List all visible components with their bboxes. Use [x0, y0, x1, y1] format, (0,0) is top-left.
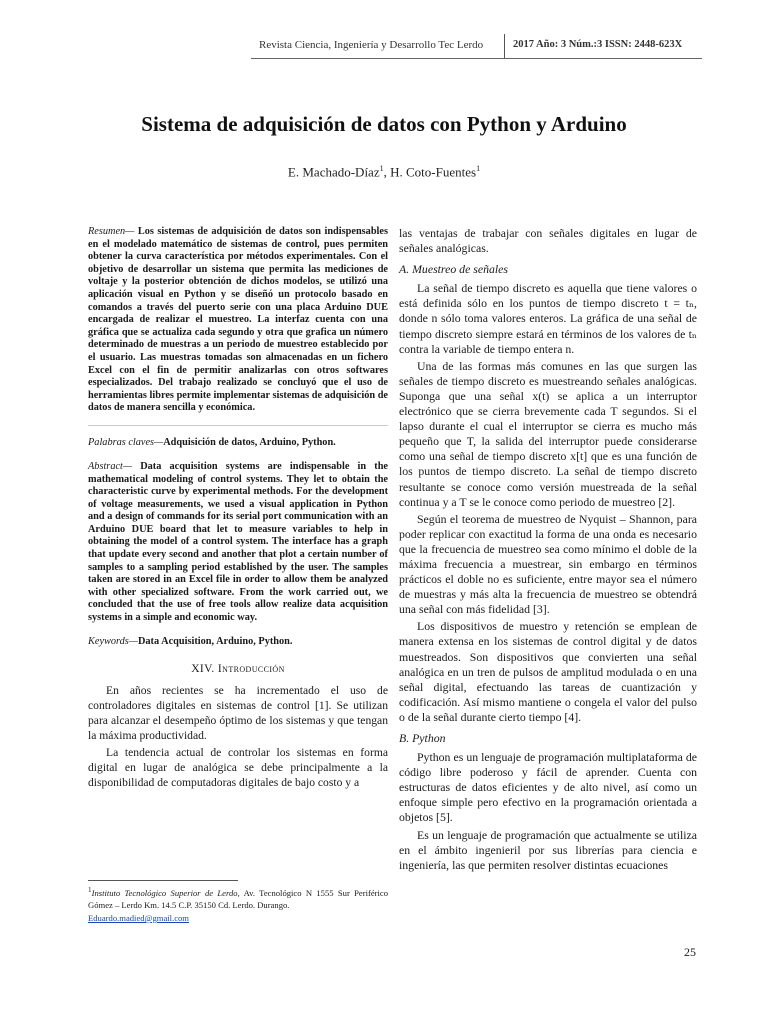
author-2-affil: 1	[476, 164, 481, 173]
subsection-a-paragraph-3: Según el teorema de muestreo de Nyquist – Shannon, para poder replicar con exactitud la forma de una onda es necesario que la frecuencia de muestreo sea como mínimo el doble de la máxima frecuencia a muestrear, sin embargo en términos prácticos el doble no es suficiente, entre mayor sea el número de muestras y más alta la frecuencia de muestreo se obtendrá una señal con más fidelidad [3].	[399, 511, 697, 617]
journal-name: Revista Ciencia, Ingeniería y Desarrollo Tec Lerdo	[259, 39, 484, 51]
abstract-label: Abstract—	[88, 460, 133, 472]
palabras-value: Adquisición de datos, Arduino, Python.	[163, 436, 336, 448]
resumen-text: Los sistemas de adquisición de datos son indispensables en el modelado matemático de sistemas de control, pues permiten obtener la curva característica por métodos experimentales. Con el objetivo de desarrollar un sistema que permita las mediciones de voltaje y la posterior obtención de dichos modelos, se utilizó una aplicación visual en Python y se diseñó un protocolo basado en comandos a través del puerto serie con una placa Arduino DUE encargada de realizar el muestreo. La interfaz cuenta con una gráfica que se actualiza cada segundo y otra que grafica un número determinado de muestras a un periodo de muestreo establecido por el usuario. Las muestras tomadas son almacenadas en un fichero Excel con el fin de permitir analizarlas con otros softwares especializados. Del trabajo realizado se concluyó que el uso de herramientas libres permite implementar sistemas de adquisición de datos de manera sencilla y económica.	[88, 226, 388, 414]
section-title: Introducción	[217, 662, 285, 675]
subsection-a-paragraph-1: La señal de tiempo discreto es aquella que tiene valores o está definida sólo en los puntos de tiempo discreto t = tₙ, donde n sólo toma valores enteros. La gráfica de una señal de tiempo discreto siempre estará en términos de los valores de tₙ contra la variable de tiempo entera n.	[399, 281, 697, 356]
author-email-link[interactable]: Eduardo.madied@gmail.com	[88, 912, 189, 923]
running-header	[251, 34, 702, 62]
abstract-text: Data acquisition systems are indispensable in the mathematical modeling of control systems. They let to obtain the characteristic curve by experimental methods. For the development of voltage measurements, we used a visual application in Python and a design of commands for its serial port communication with an Arduino DUE board that let to measure variables to help in obtaining the model of a control system. The interface has a graph that update every second and another that plot a certain number of samples to a sampling period established by the user. The samples taken are stored in an Excel file in order to allow them be analyzed with other specialized software. From the work carried out, we concluded that the use of free tools allow realize data acquisition systems in a simple and economic way.	[88, 460, 388, 624]
intro-paragraph-2: La tendencia actual de controlar los sistemas en forma digital en lugar de analógica se debe principalmente a la disponibilidad de computadoras digitales de bajo costo y a	[88, 746, 388, 790]
continued-paragraph: las ventajas de trabajar con señales digitales en lugar de señales analógicas.	[399, 226, 697, 256]
left-column	[88, 226, 388, 792]
section-number: XIV.	[191, 662, 215, 675]
footnote-rule	[88, 880, 238, 881]
keywords-rule-top	[88, 425, 388, 426]
keywords-label: Keywords—	[88, 635, 138, 647]
intro-paragraph-1: En años recientes se ha incrementado el uso de controladores digitales en sistemas de control [1]. Se utilizan para alcanzar el desempeño óptimo de los sistemas y que tengan la máxima productividad.	[88, 683, 388, 742]
subsection-a-heading: A. Muestreo de señales	[399, 262, 508, 277]
resumen-label: Resumen—	[88, 226, 135, 237]
author-1-affil: 1	[379, 164, 384, 173]
footnote-marker: 1	[88, 886, 92, 894]
resumen	[88, 226, 388, 415]
abstract	[88, 461, 388, 625]
subsection-b-paragraph-2: Es un lenguaje de programación que actualmente se utiliza en el ámbito ingenieril por sus librerías para ciencia e ingeniería, las que permiten resolver distintas ecuaciones	[399, 827, 697, 872]
keywords	[88, 635, 388, 648]
keywords-value: Data Acquisition, Arduino, Python.	[137, 635, 293, 647]
subsection-a-paragraph-4: Los dispositivos de muestro y retención se emplean de manera extensa en los sistemas de control digital y de datos muestreados. Son dispositivos que convierten una señal analógica en un tren de pulsos de amplitud modulada o en una señal digital, efectuando las tareas de cuantización y codificación. Así mismo mantiene o congela el valor del pulso o de la señal durante cierto tiempo [4].	[399, 619, 697, 724]
page-number: 25	[684, 945, 696, 959]
subsection-b-paragraph-1: Python es un lenguaje de programación multiplataforma de código libre poderoso y fácil de aprender. Cuenta con estructuras de datos eficientes y de alto nivel, así como un enfoque simple pero efectivo en la programación orientada a objetos [5].	[399, 750, 697, 825]
author-line: E. Machado-Díaz$^1$, H. Coto-Fuentes$^1$	[287, 164, 481, 180]
header-rule	[251, 58, 702, 59]
section-heading-intro	[88, 662, 388, 677]
palabras-label: Palabras claves—	[88, 436, 164, 448]
footnote	[88, 884, 388, 924]
header-separator	[504, 34, 505, 58]
footnote-address: Av. Tecnológico N 1555 Sur Periférico Gómez – Lerdo Km. 14.5 C.P. 35150 Cd. Lerdo. Durango.	[88, 887, 389, 911]
subsection-b-heading: B. Python	[399, 731, 446, 745]
article-title: Sistema de adquisición de datos con Python y Arduino	[141, 112, 627, 136]
author-1: E. Machado-Díaz	[287, 164, 380, 180]
issue-info: 2017 Año: 3 Núm.:3 ISSN: 2448-623X	[513, 39, 683, 50]
right-column	[399, 226, 697, 875]
footnote-institution: Instituto Tecnológico Superior de Lerdo,	[91, 887, 240, 898]
author-2: H. Coto-Fuentes	[390, 164, 477, 180]
subsection-a-paragraph-2: Una de las formas más comunes en las que surgen las señales de tiempo discreto es muestreando señales analógicas. Suponga que una señal x(t) se aplica a un interruptor electrónico que se cierra brevemente cada T segundos. Si el lapso durante el cual el interruptor se cierra es mucho más pequeño que T, la salida del interruptor puede considerarse como una señal de tiempo discreto x[t] que es una función de los puntos de tiempo discreto. La señal de tiempo discreto resultante se conoce como versión muestreada de la señal continua y a T se le conoce como periodo de muestreo [2].	[399, 358, 697, 509]
palabras-claves	[88, 436, 388, 449]
